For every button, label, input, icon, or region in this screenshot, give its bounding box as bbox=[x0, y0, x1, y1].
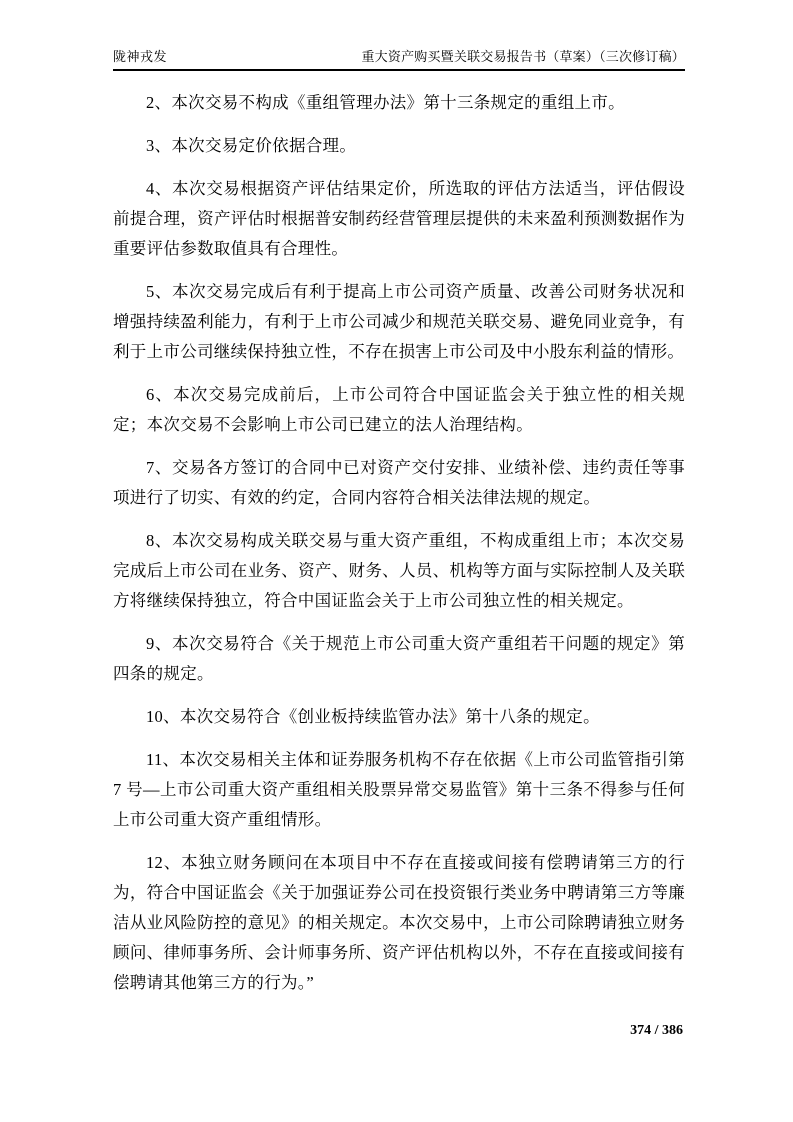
paragraph-11: 11、本次交易相关主体和证券服务机构不存在依据《上市公司监管指引第7 号—上市公司重大资产重组相关股票异常交易监管》第十三条不得参与任何上市公司重大资产重组情形。 bbox=[113, 750, 685, 829]
paragraph-4: 4、本次交易根据资产评估结果定价，所选取的评估方法适当，评估假设前提合理，资产评估时根据普安制药经营管理层提供的未来盈利预测数据作为重要评估参数取值具有合理性。 bbox=[113, 179, 685, 258]
header-document-title: 重大资产购买暨关联交易报告书（草案）（三次修订稿） bbox=[361, 49, 685, 64]
paragraph-7: 7、交易各方签订的合同中已对资产交付安排、业绩补偿、违约责任等事项进行了切实、有效的约定，合同内容符合相关法律法规的规定。 bbox=[113, 458, 685, 507]
paragraph-8: 8、本次交易构成关联交易与重大资产重组，不构成重组上市；本次交易完成后上市公司在业务、资产、财务、人员、机构等方面与实际控制人及关联方将继续保持独立，符合中国证监会关于上市公司独立性的相关规定。 bbox=[113, 531, 685, 610]
paragraph-2: 2、本次交易不构成《重组管理办法》第十三条规定的重组上市。 bbox=[146, 93, 625, 112]
document-body bbox=[113, 88, 685, 998]
page-footer bbox=[113, 1021, 683, 1041]
paragraph-9: 9、本次交易符合《关于规范上市公司重大资产重组若干问题的规定》第四条的规定。 bbox=[113, 634, 685, 683]
paragraph-5: 5、本次交易完成后有利于提高上市公司资产质量、改善公司财务状况和增强持续盈利能力，有利于上市公司减少和规范关联交易、避免同业竞争，有利于上市公司继续保持独立性，不存在损害上市公司及中小股东利益的情形。 bbox=[113, 282, 685, 361]
paragraph-10: 10、本次交易符合《创业板持续监管办法》第十八条的规定。 bbox=[146, 707, 600, 726]
paragraph-3: 3、本次交易定价依据合理。 bbox=[146, 136, 357, 155]
page-number: 374 / 386 bbox=[630, 1023, 683, 1038]
paragraph-12: 12、本独立财务顾问在本项目中不存在直接或间接有偿聘请第三方的行为，符合中国证监会《关于加强证券公司在投资银行类业务中聘请第三方等廉洁从业风险防控的意见》的相关规定。本次交易中，上市公司除聘请独立财务顾问、律师事务所、会计师事务所、资产评估机构以外，不存在直接或间接有偿聘请其他第三方的行为。” bbox=[113, 853, 685, 992]
header-company-name: 陇神戎发 bbox=[113, 49, 168, 64]
page-header bbox=[113, 48, 685, 71]
paragraph-6: 6、本次交易完成前后，上市公司符合中国证监会关于独立性的相关规定；本次交易不会影响上市公司已建立的法人治理结构。 bbox=[113, 385, 685, 434]
